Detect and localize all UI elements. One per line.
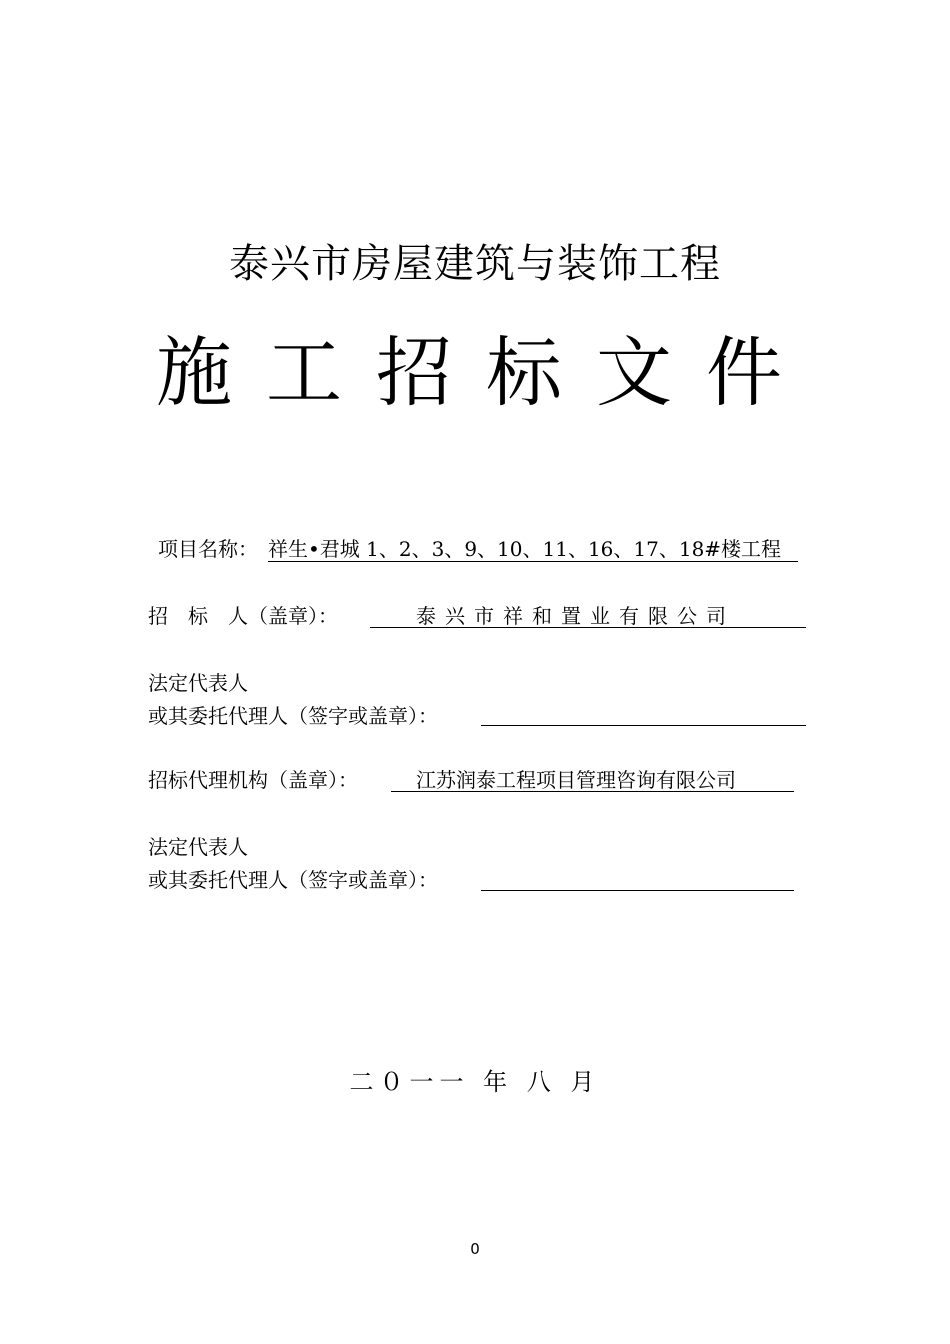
- page-number: 0: [470, 1240, 480, 1258]
- agency-value: 江苏润泰工程项目管理咨询有限公司: [416, 768, 736, 792]
- tenderer-legal-rep-label: 法定代表人: [148, 671, 248, 695]
- agency-agent-label: 或其委托代理人（签字或盖章）：: [148, 868, 438, 892]
- tenderer-value: 泰兴市祥和置业有限公司: [416, 604, 735, 628]
- project-name-value: 祥生•君城 1、2、3、9、10、11、16、17、18#楼工程: [268, 537, 782, 561]
- document-title-line2: 施工招标文件: [156, 328, 816, 417]
- agency-legal-rep-label: 法定代表人: [148, 835, 248, 859]
- agency-underline: [391, 791, 794, 792]
- tenderer-underline: [370, 627, 806, 628]
- tenderer-label: 招 标 人（盖章）：: [148, 604, 338, 628]
- agency-signature-line: [481, 890, 794, 891]
- agency-label: 招标代理机构（盖章）：: [148, 768, 358, 792]
- document-date: 二０一一 年 八 月: [349, 1068, 601, 1096]
- tenderer-signature-line: [481, 725, 806, 726]
- document-title-line1: 泰兴市房屋建筑与装饰工程: [229, 241, 721, 287]
- project-name-underline: [268, 561, 798, 562]
- project-name-label: 项目名称：: [158, 537, 258, 561]
- tenderer-agent-label: 或其委托代理人（签字或盖章）：: [148, 704, 438, 728]
